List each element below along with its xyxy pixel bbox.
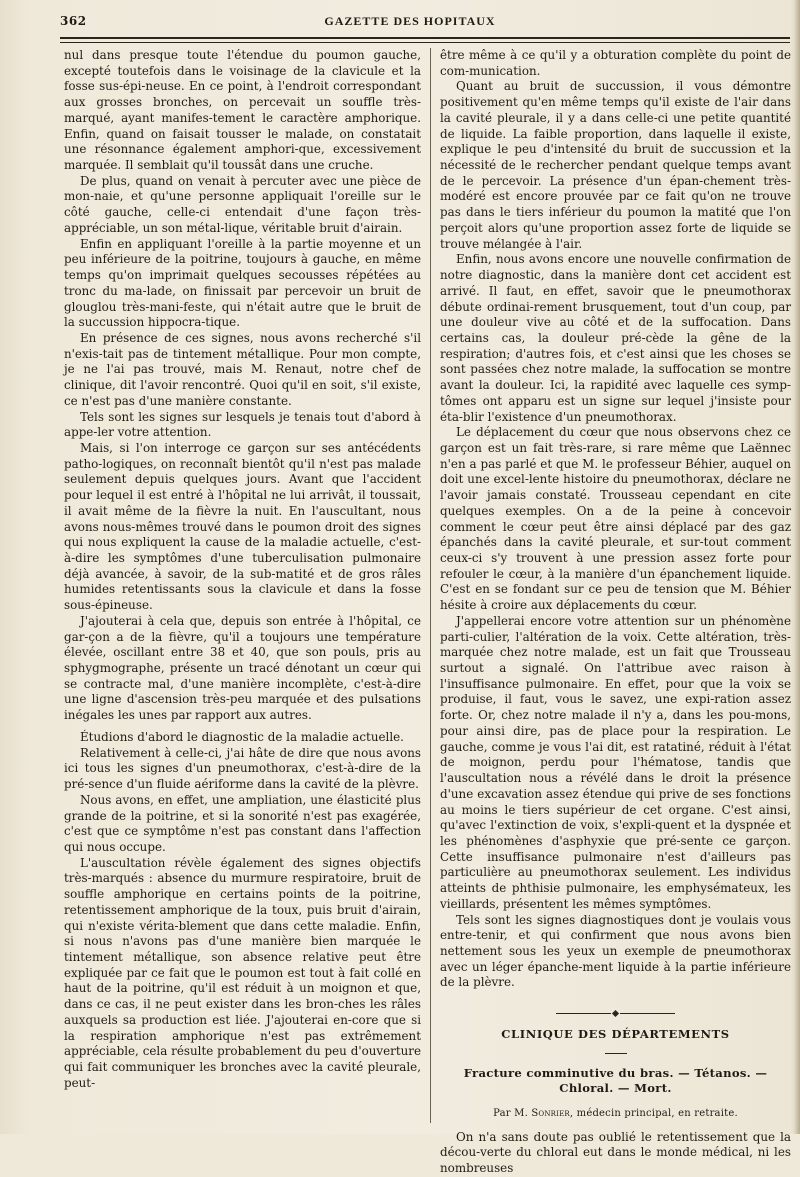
paragraph: De plus, quand on venait à percuter avec une pièce de mon-naie, et qu'une personne appliquait l'oreille sur le côté gauche, celle-ci entendait d'une façon très-appréciable, un son métal-lique, véritable bruit d'airain.	[64, 173, 421, 235]
page-edge-shadow	[794, 0, 800, 1134]
diamond-ornament-icon	[612, 1010, 619, 1017]
paragraph: J'ajouterai à cela que, depuis son entrée à l'hôpital, ce gar-çon a de la fièvre, qu'il a toujours une température élevée, oscillant entre 38 et 40, que son pouls, pris au sphygmographe, présente un tracé dénotant un cœur qui se contracte mal, d'une manière incomplète, c'est-à-dire une ligne d'ascension très-peu marquée et des pulsations inégales les unes par rapport aux autres.	[64, 613, 421, 723]
byline-author: Sonrier	[531, 1107, 570, 1119]
column-divider	[430, 48, 431, 1123]
separator-line	[556, 1013, 611, 1014]
paragraph: On n'a sans doute pas oublié le retentissement que la décou-verte du chloral eut dans le monde médical, ni les nombreuses	[440, 1129, 791, 1175]
short-rule	[605, 1053, 627, 1054]
paragraph: nul dans presque toute l'étendue du poumon gauche, excepté toutefois dans le voisinage de la clavicule et la fosse sus-épi-neuse. En ce point, à l'endroit correspondant aux grosses bronches, on percevait un souffle très-marqué, ayant manifes-tement le caractère amphorique. Enfin, quand on faisait tousser le malade, on constatait une résonnance également amphori-que, excessivement marquée. Il semblait qu'il toussât dans une cruche.	[64, 48, 421, 173]
paragraph: Le déplacement du cœur que nous observons chez ce garçon est un fait très-rare, si rare même que Laënnec n'en a pas parlé et que M. le professeur Béhier, auquel on doit une excel-lente histoire du pneumothorax, déclare ne l'avoir jamais constaté. Trousseau cependant en cite quelques exemples. On a de la peine à concevoir comment le cœur peut être ainsi déplacé par des gaz épanchés dans la cavité pleurale, et sur-tout comment ceux-ci s'y trouvent à une pression assez forte pour refouler le cœur, à la manière d'un épanchement liquide. C'est en se fondant sur ce peu de tension que M. Béhier hésite à croire aux déplacements du cœur.	[440, 425, 791, 613]
paragraph: Tels sont les signes diagnostiques dont je voulais vous entre-tenir, et qui confirment que nous avons bien nettement sous les yeux un exemple de pneumothorax avec un léger épanche-ment liquide à la partie inférieure de la plèvre.	[440, 912, 791, 990]
header-rule-thin	[60, 42, 790, 43]
paragraph: Tels sont les signes sur lesquels je tenais tout d'abord à appe-ler votre attention.	[64, 409, 421, 440]
paragraph: J'appellerai encore votre attention sur un phénomène parti-culier, l'altération de la voix. Cette altération, très-marquée chez notre malade, est un fait que Trousseau surtout a signalé. On l'attribue avec raison à l'insuffisance pulmonaire. En effet, pour que la voix se produise, il faut, vous le savez, une expi-ration assez forte. Or, chez notre malade il n'y a, dans les pou-mons, pour ainsi dire, pas de place pour la respiration. Le gauche, comme je vous l'ai dit, est ratatiné, réduit à l'état de moignon, perdu pour l'hématose, tandis que l'auscultation nous a révélé dans le droit la présence d'une excavation assez étendue qui prive de ses fonctions au moins le tiers supérieur de cet organe. C'est ainsi, qu'avec l'extinction de voix, s'expli-quent et la dyspnée et les phénomènes d'asphyxie que pré-sente ce garçon. Cette insuffisance pulmonaire n'est d'ailleurs pas particulière au pneumothorax seulement. Les individus atteints de phthisie pulmonaire, les emphysémateux, les vieillards, présentent les mêmes symptômes.	[440, 613, 791, 911]
paragraph: être même à ce qu'il y a obturation complète du point de com-munication.	[440, 48, 791, 78]
section-title: CLINIQUE DES DÉPARTEMENTS	[501, 1027, 730, 1042]
separator-line	[620, 1013, 675, 1014]
article-title: Fracture comminutive du bras. — Tétanos. — Chloral. — Mort.	[463, 1065, 768, 1095]
running-header	[60, 14, 790, 36]
paragraph: Enfin, nous avons encore une nouvelle confirmation de notre diagnostic, dans la manière dont cet accident est arrivé. Il faut, en effet, savoir que le pneumothorax débute ordinai-rement brusquement, tout d'un coup, par une douleur vive au côté et de la suffocation. Dans certains cas, la douleur pré-cède la gêne de la respiration; d'autres fois, et c'est ainsi que les choses se sont passées chez notre malade, la suffocation se montre avant la douleur. Ici, la rapidité avec laquelle ces symp-tômes ont apparu est un signe sur lequel j'insiste pour éta-blir l'existence d'un pneumothorax.	[440, 252, 791, 424]
paragraph: Quant au bruit de succussion, il vous démontre positivement qu'en même temps qu'il existe de l'air dans la cavité pleurale, il y a dans celle-ci une petite quantité de liquide. La faible proportion, dans laquelle il existe, explique le peu d'intensité du bruit de succussion et la nécessité de le rechercher pendant quelque temps avant de le percevoir. La présence d'un épan-chement très-modéré est encore prouvée par ce fait qu'on ne trouve pas dans le tiers inférieur du poumon la matité que l'on perçoit alors qu'une proportion assez forte de liquide se trouve mélangée à l'air.	[440, 79, 791, 251]
right-column	[440, 48, 791, 1175]
byline-suffix: , médecin principal, en retraite.	[569, 1107, 738, 1119]
journal-title: GAZETTE DES HOPITAUX	[324, 14, 496, 28]
paragraph-heading: Étudions d'abord le diagnostic de la maladie actuelle.	[80, 729, 404, 744]
paragraph: L'auscultation révèle également des signes objectifs très-marqués : absence du murmure respiratoire, bruit de souffle amphorique en certains points de la poitrine, retentissement amphorique de la toux, puis bruit d'airain, qui n'existe vérita-blement que dans cette maladie. Enfin, si nous n'avons pas d'une manière bien marquée le tintement métallique, son absence relative peut être expliquée par ce fait que le poumon est tout à fait collé en haut de la poitrine, qu'il est réduit à un moignon et que, dans ce cas, il ne peut exister dans les bron-ches les râles auxquels sa production est liée. J'ajouterai en-core que si la respiration amphorique n'est pas extrêmement appréciable, cela résulte probablement du peu d'ouverture qui fait communiquer les bronches avec la cavité pleurale, peut-	[64, 855, 421, 1090]
paragraph: En présence de ces signes, nous avons recherché s'il n'exis-tait pas de tintement métallique. Pour mon compte, je ne l'ai pas trouvé, mais M. Renaut, notre chef de clinique, dit l'avoir rencontré. Quoi qu'il en soit, s'il existe, ce n'est pas d'une manière constante.	[64, 330, 421, 408]
paragraph: Nous avons, en effet, une ampliation, une élasticité plus grande de la poitrine, et si la sonorité n'est pas exagérée, c'est que ce symptôme n'est pas constant dans l'affection qui nous occupe.	[64, 792, 421, 854]
header-rule-thick	[60, 37, 790, 39]
paragraph: Relativement à celle-ci, j'ai hâte de dire que nous avons ici tous les signes d'un pneumothorax, c'est-à-dire de la pré-sence d'un fluide aériforme dans la cavité de la plèvre.	[64, 745, 421, 792]
left-column	[64, 48, 421, 1126]
paragraph: Enfin en appliquant l'oreille à la partie moyenne et un peu inférieure de la poitrine, toujours à gauche, en même temps qu'on imprimait quelques secousses répétées au tronc du ma-lade, on finissait par percevoir un bruit de glouglou très-mani-feste, qui n'était autre que le bruit de la succussion hippocra-tique.	[64, 236, 421, 330]
section-separator	[440, 1005, 791, 1021]
byline-prefix: Par M.	[493, 1107, 528, 1119]
paragraph: Mais, si l'on interroge ce garçon sur ses antécédents patho-logiques, on reconnaît bientôt qu'il n'est pas malade seulement depuis quelques jours. Avant que l'accident pour lequel il est entré à l'hôpital ne lui arrivât, il toussait, il avait même de la fièvre la nuit. En l'auscultant, nous avons nous-mêmes trouvé dans le poumon droit des signes qui nous expliquent la cause de la maladie actuelle, c'est-à-dire les symptômes d'une tuberculisation pulmonaire déjà avancée, à savoir, de la sub-matité et de gros râles humides retentissants sous la clavicule et dans la fosse sous-épineuse.	[64, 440, 421, 613]
page-number: 362	[60, 14, 87, 28]
byline	[440, 1106, 791, 1122]
